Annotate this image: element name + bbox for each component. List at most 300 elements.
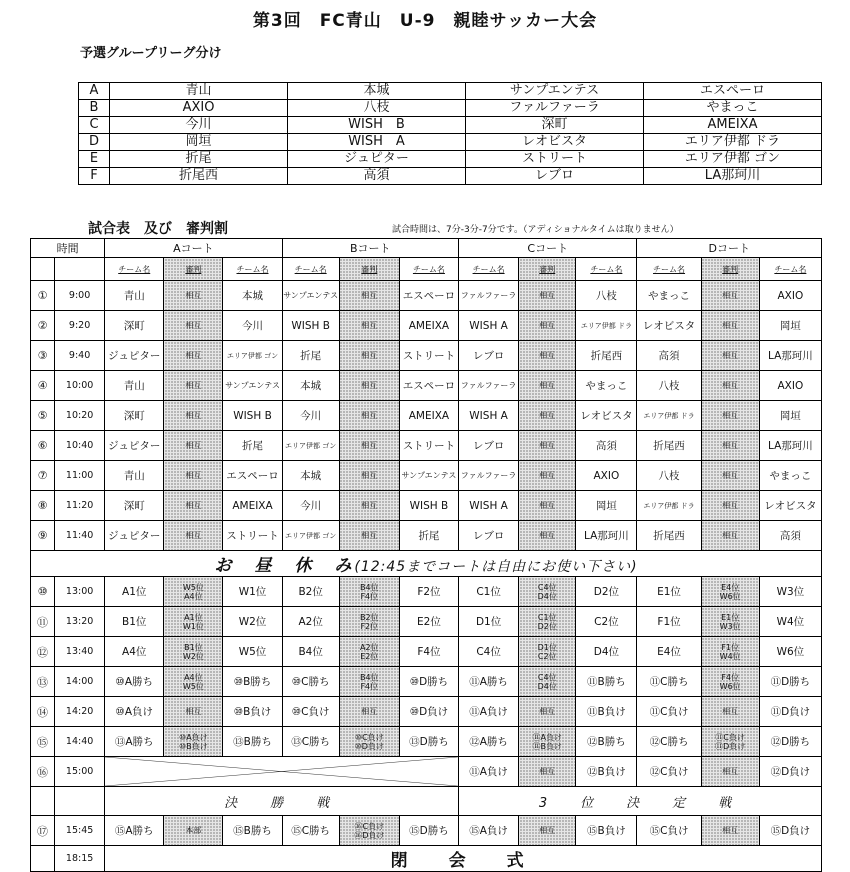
group-team: 本城 xyxy=(288,83,466,100)
team-cell: 八枝 xyxy=(637,371,701,401)
referee-line: B4位 xyxy=(360,672,379,682)
group-team: 今川 xyxy=(110,117,288,134)
referee-cell: 相互 xyxy=(519,401,576,431)
empty-cell xyxy=(31,258,55,281)
group-team: LA那珂川 xyxy=(644,168,822,185)
team-cell: AXIO xyxy=(759,281,821,311)
match-number: ⑮ xyxy=(31,727,55,757)
group-row xyxy=(79,100,822,117)
match-row xyxy=(31,341,822,371)
group-row xyxy=(79,134,822,151)
referee-line: F4位 xyxy=(721,672,740,682)
referee-cell xyxy=(339,577,399,607)
team-col-header: チーム名 xyxy=(399,258,458,281)
match-row xyxy=(31,637,822,667)
referee-cell xyxy=(701,607,759,637)
team-cell: ⑪C負け xyxy=(637,697,701,727)
team-cell: ⑪A勝ち xyxy=(459,667,519,697)
match-row xyxy=(31,371,822,401)
team-cell: A4位 xyxy=(105,637,164,667)
group-team: WISH B xyxy=(288,117,466,134)
team-cell: ⑩B勝ち xyxy=(223,667,282,697)
referee-line: W4位 xyxy=(719,651,741,661)
team-cell: 折尾西 xyxy=(576,341,637,371)
group-label: B xyxy=(79,100,110,117)
referee-cell: 相互 xyxy=(701,697,759,727)
referee-cell xyxy=(701,727,759,757)
group-label: D xyxy=(79,134,110,151)
referee-line: A4位 xyxy=(184,672,203,682)
team-cell: ⑫C勝ち xyxy=(637,727,701,757)
match-time: 9:00 xyxy=(55,281,105,311)
team-cell: 深町 xyxy=(105,311,164,341)
lunch-banner xyxy=(31,551,822,577)
team-cell: ⑫B勝ち xyxy=(576,727,637,757)
referee-line: W2位 xyxy=(182,651,204,661)
team-cell: 今川 xyxy=(282,401,339,431)
referee-line: F4位 xyxy=(360,591,379,601)
team-cell: ジュピター xyxy=(105,341,164,371)
team-cell: WISH A xyxy=(459,401,519,431)
referee-cell xyxy=(339,607,399,637)
team-cell: ⑩A勝ち xyxy=(105,667,164,697)
team-cell: ⑩C負け xyxy=(282,697,339,727)
team-cell: F2位 xyxy=(399,577,458,607)
court-c-header: Cコート xyxy=(459,239,637,258)
final-label: 決 勝 戦 xyxy=(105,787,459,816)
team-cell: W4位 xyxy=(759,607,821,637)
referee-cell: 相互 xyxy=(339,371,399,401)
referee-cell: 相互 xyxy=(339,341,399,371)
match-number: ⑰ xyxy=(31,816,55,846)
third-place-label: 3 位 決 定 戦 xyxy=(459,787,822,816)
team-cell: B1位 xyxy=(105,607,164,637)
match-row xyxy=(31,697,822,727)
referee-line: ⑩B負け xyxy=(179,741,208,751)
referee-cell xyxy=(519,727,576,757)
schedule-heading: 試合表 及び 審判割 xyxy=(88,221,228,237)
unused-courts-cell xyxy=(105,757,459,787)
match-time: 14:40 xyxy=(55,727,105,757)
match-number: ⑧ xyxy=(31,491,55,521)
team-cell: E2位 xyxy=(399,607,458,637)
team-cell: C4位 xyxy=(459,637,519,667)
team-cell: エスペーロ xyxy=(223,461,282,491)
match-time: 9:40 xyxy=(55,341,105,371)
group-team: 折尾西 xyxy=(110,168,288,185)
court-b-header: Bコート xyxy=(282,239,458,258)
referee-cell xyxy=(339,667,399,697)
team-cell: 岡垣 xyxy=(759,401,821,431)
team-cell: ⑩B負け xyxy=(223,697,282,727)
team-cell: ⑫D勝ち xyxy=(759,727,821,757)
team-cell: B4位 xyxy=(282,637,339,667)
team-cell: WISH B xyxy=(282,311,339,341)
match-number: ② xyxy=(31,311,55,341)
team-cell: レオビスタ xyxy=(759,491,821,521)
team-cell: ⑪A負け xyxy=(459,697,519,727)
referee-line: A1位 xyxy=(184,612,203,622)
team-cell: D1位 xyxy=(459,607,519,637)
referee-cell xyxy=(519,607,576,637)
referee-cell: 相互 xyxy=(164,401,223,431)
referee-cell: 相互 xyxy=(519,491,576,521)
schedule-table xyxy=(30,238,822,872)
team-cell: ⑮D負け xyxy=(759,816,821,846)
team-cell: エスペーロ xyxy=(399,281,458,311)
referee-line: W6位 xyxy=(719,681,741,691)
match-row xyxy=(31,461,822,491)
team-cell: 青山 xyxy=(105,281,164,311)
match-row xyxy=(31,727,822,757)
group-row xyxy=(79,117,822,134)
match-row xyxy=(31,577,822,607)
team-col-header: チーム名 xyxy=(576,258,637,281)
team-cell: ⑬C勝ち xyxy=(282,727,339,757)
team-cell: E1位 xyxy=(637,577,701,607)
team-cell: レブロ xyxy=(459,341,519,371)
team-cell: 本城 xyxy=(223,281,282,311)
referee-cell: 相互 xyxy=(164,431,223,461)
team-cell: ⑮C負け xyxy=(637,816,701,846)
match-number: ⑩ xyxy=(31,577,55,607)
referee-cell xyxy=(164,727,223,757)
team-cell: ファルファーラ xyxy=(459,371,519,401)
team-cell: レオビスタ xyxy=(576,401,637,431)
referee-cell xyxy=(339,727,399,757)
referee-cell: 相互 xyxy=(164,697,223,727)
referee-cell: 相互 xyxy=(339,281,399,311)
referee-line: ⑩C負け xyxy=(354,732,384,742)
ref-col-header: 審判 xyxy=(701,258,759,281)
team-cell: F4位 xyxy=(399,637,458,667)
group-row xyxy=(79,151,822,168)
referee-line: F4位 xyxy=(360,681,379,691)
referee-cell: 相互 xyxy=(339,521,399,551)
team-cell: やまっこ xyxy=(576,371,637,401)
court-d-header: Dコート xyxy=(637,239,822,258)
team-cell: 高須 xyxy=(759,521,821,551)
group-team: やまっこ xyxy=(644,100,822,117)
referee-cell: 相互 xyxy=(701,521,759,551)
match-row xyxy=(31,311,822,341)
match-time: 11:40 xyxy=(55,521,105,551)
group-table xyxy=(78,82,822,185)
referee-line: ⑪C負け xyxy=(715,732,745,742)
group-team: 青山 xyxy=(110,83,288,100)
team-col-header: チーム名 xyxy=(759,258,821,281)
court-header-row xyxy=(31,239,822,258)
team-cell: AXIO xyxy=(576,461,637,491)
team-cell: 折尾 xyxy=(223,431,282,461)
match-row xyxy=(31,667,822,697)
team-cell: D2位 xyxy=(576,577,637,607)
referee-cell xyxy=(519,667,576,697)
match-time: 13:20 xyxy=(55,607,105,637)
referee-line: ⑪B負け xyxy=(532,741,562,751)
team-cell: E4位 xyxy=(637,637,701,667)
team-cell: LA那珂川 xyxy=(759,431,821,461)
team-cell: 折尾西 xyxy=(637,521,701,551)
referee-cell: 相互 xyxy=(164,281,223,311)
referee-cell xyxy=(701,577,759,607)
ref-col-header: 審判 xyxy=(339,258,399,281)
court-a-header: Aコート xyxy=(105,239,282,258)
referee-cell xyxy=(519,637,576,667)
referee-line: B1位 xyxy=(184,642,203,652)
team-cell: ⑪D勝ち xyxy=(759,667,821,697)
match-time: 10:40 xyxy=(55,431,105,461)
team-cell: WISH A xyxy=(459,491,519,521)
group-row xyxy=(79,83,822,100)
team-cell: 高須 xyxy=(576,431,637,461)
group-team: AXIO xyxy=(110,100,288,117)
referee-cell: 相互 xyxy=(701,757,759,787)
empty-cell xyxy=(31,787,55,816)
match-time: 14:20 xyxy=(55,697,105,727)
referee-cell: 本部 xyxy=(164,816,223,846)
team-cell: エスペーロ xyxy=(399,371,458,401)
referee-cell xyxy=(164,577,223,607)
referee-cell: 相互 xyxy=(519,281,576,311)
match-time: 13:40 xyxy=(55,637,105,667)
group-label: C xyxy=(79,117,110,134)
group-team: ファルファーラ xyxy=(466,100,644,117)
group-team: 高須 xyxy=(288,168,466,185)
referee-cell: 相互 xyxy=(339,697,399,727)
group-team: エリア伊都 ゴン xyxy=(644,151,822,168)
referee-cell: 相互 xyxy=(519,341,576,371)
team-cell: 折尾西 xyxy=(637,431,701,461)
empty-cell xyxy=(55,787,105,816)
match-number: ⑤ xyxy=(31,401,55,431)
match-number: ⑦ xyxy=(31,461,55,491)
team-cell: 深町 xyxy=(105,491,164,521)
closing-label: 閉 会 式 xyxy=(105,846,822,872)
team-cell: エリア伊都 ゴン xyxy=(282,521,339,551)
team-cell: ⑩D勝ち xyxy=(399,667,458,697)
match-time: 15:00 xyxy=(55,757,105,787)
team-cell: 高須 xyxy=(637,341,701,371)
referee-cell xyxy=(164,667,223,697)
team-cell: AMEIXA xyxy=(223,491,282,521)
match-row xyxy=(31,281,822,311)
team-cell: W3位 xyxy=(759,577,821,607)
referee-cell: 相互 xyxy=(339,431,399,461)
cross-out-mark xyxy=(105,757,458,786)
empty-cell xyxy=(31,846,55,872)
team-cell: WISH B xyxy=(399,491,458,521)
referee-cell: 相互 xyxy=(164,371,223,401)
team-cell: ⑪B勝ち xyxy=(576,667,637,697)
team-cell: 本城 xyxy=(282,461,339,491)
referee-line: W6位 xyxy=(719,591,741,601)
team-cell: ⑮D勝ち xyxy=(399,816,458,846)
team-cell: 折尾 xyxy=(282,341,339,371)
team-cell: 岡垣 xyxy=(759,311,821,341)
match-number: ① xyxy=(31,281,55,311)
referee-cell: 相互 xyxy=(339,461,399,491)
referee-line: D4位 xyxy=(537,681,557,691)
match-number: ⑨ xyxy=(31,521,55,551)
group-team: エスペーロ xyxy=(644,83,822,100)
match-time: 15:45 xyxy=(55,816,105,846)
referee-line: B4位 xyxy=(360,582,379,592)
team-cell: 本城 xyxy=(282,371,339,401)
referee-cell xyxy=(164,637,223,667)
team-cell: W6位 xyxy=(759,637,821,667)
referee-line: E4位 xyxy=(721,582,740,592)
referee-cell: 相互 xyxy=(519,311,576,341)
referee-line: ⑪D負け xyxy=(715,741,746,751)
team-cell: A2位 xyxy=(282,607,339,637)
team-cell: レオビスタ xyxy=(637,311,701,341)
referee-line: E1位 xyxy=(721,612,740,622)
team-cell: エリア伊都 ドラ xyxy=(637,401,701,431)
match-row xyxy=(31,521,822,551)
referee-cell: 相互 xyxy=(339,401,399,431)
referee-line: ⑩D負け xyxy=(354,741,384,751)
referee-line: A4位 xyxy=(184,591,203,601)
group-team: AMEIXA xyxy=(644,117,822,134)
team-cell: ジュピター xyxy=(105,431,164,461)
match-time: 14:00 xyxy=(55,667,105,697)
team-cell: F1位 xyxy=(637,607,701,637)
group-label: A xyxy=(79,83,110,100)
referee-line: D2位 xyxy=(537,621,557,631)
team-cell: ⑫B負け xyxy=(576,757,637,787)
referee-line: F1位 xyxy=(721,642,740,652)
referee-cell: 相互 xyxy=(164,521,223,551)
team-cell: A1位 xyxy=(105,577,164,607)
team-cell: 青山 xyxy=(105,371,164,401)
team-cell: D4位 xyxy=(576,637,637,667)
referee-cell xyxy=(164,607,223,637)
referee-line: W1位 xyxy=(182,621,204,631)
team-cell: 岡垣 xyxy=(576,491,637,521)
referee-cell: 相互 xyxy=(701,401,759,431)
match-number: ⑬ xyxy=(31,667,55,697)
group-team: ジュピター xyxy=(288,151,466,168)
column-header-row xyxy=(31,258,822,281)
group-team: エリア伊都 ドラ xyxy=(644,134,822,151)
team-cell: C2位 xyxy=(576,607,637,637)
referee-line: F2位 xyxy=(360,621,379,631)
team-cell: サンプエンテス xyxy=(282,281,339,311)
referee-cell xyxy=(339,637,399,667)
match-row xyxy=(31,816,822,846)
group-row xyxy=(79,168,822,185)
referee-line: D1位 xyxy=(537,642,557,652)
referee-line: C1位 xyxy=(537,612,557,622)
group-team: サンプエンテス xyxy=(466,83,644,100)
team-cell: サンプエンテス xyxy=(399,461,458,491)
team-cell: ⑬D勝ち xyxy=(399,727,458,757)
referee-cell: 相互 xyxy=(339,311,399,341)
team-cell: 深町 xyxy=(105,401,164,431)
group-team: 深町 xyxy=(466,117,644,134)
match-time: 11:20 xyxy=(55,491,105,521)
team-cell: ⑩D負け xyxy=(399,697,458,727)
match-number: ⑫ xyxy=(31,637,55,667)
team-cell: レブロ xyxy=(459,431,519,461)
team-cell: AXIO xyxy=(759,371,821,401)
team-cell: サンプエンテス xyxy=(223,371,282,401)
referee-cell: 相互 xyxy=(164,491,223,521)
referee-cell: 相互 xyxy=(519,371,576,401)
referee-cell: 相互 xyxy=(701,461,759,491)
team-cell: レブロ xyxy=(459,521,519,551)
team-col-header: チーム名 xyxy=(459,258,519,281)
team-cell: ⑩A負け xyxy=(105,697,164,727)
referee-line: ⑯C負け xyxy=(354,821,385,831)
match-time: 9:20 xyxy=(55,311,105,341)
group-team: 八枝 xyxy=(288,100,466,117)
team-cell: ⑪C勝ち xyxy=(637,667,701,697)
team-cell: AMEIXA xyxy=(399,311,458,341)
match-number: ⑪ xyxy=(31,607,55,637)
team-cell: エリア伊都 ゴン xyxy=(282,431,339,461)
group-team: レブロ xyxy=(466,168,644,185)
group-team: 折尾 xyxy=(110,151,288,168)
group-team: 岡垣 xyxy=(110,134,288,151)
team-cell: 八枝 xyxy=(576,281,637,311)
team-cell: ⑮C勝ち xyxy=(282,816,339,846)
referee-cell: 相互 xyxy=(701,431,759,461)
team-cell: エリア伊都 ドラ xyxy=(576,311,637,341)
referee-cell: 相互 xyxy=(164,341,223,371)
team-cell: W5位 xyxy=(223,637,282,667)
group-heading: 予選グループリーグ分け xyxy=(80,46,222,61)
team-cell: ⑪D負け xyxy=(759,697,821,727)
referee-cell: 相互 xyxy=(701,281,759,311)
match-row xyxy=(31,401,822,431)
team-cell: ⑪B負け xyxy=(576,697,637,727)
referee-line: B2位 xyxy=(360,612,379,622)
team-cell: ファルファーラ xyxy=(459,461,519,491)
referee-cell xyxy=(519,577,576,607)
schedule-note: 試合時間は、7分-3分-7分です。（アディショナルタイムは取りません） xyxy=(392,225,679,235)
team-cell: ⑮B勝ち xyxy=(223,816,282,846)
lunch-note: (12:45までコートは自由にお使い下さい) xyxy=(354,559,638,575)
final-label-row xyxy=(31,787,822,816)
team-col-header: チーム名 xyxy=(105,258,164,281)
match-number: ⑯ xyxy=(31,757,55,787)
team-cell: W1位 xyxy=(223,577,282,607)
team-col-header: チーム名 xyxy=(637,258,701,281)
empty-cell xyxy=(55,258,105,281)
referee-cell xyxy=(701,637,759,667)
referee-cell: 相互 xyxy=(519,521,576,551)
team-cell: ⑪A負け xyxy=(459,757,519,787)
referee-line: A2位 xyxy=(360,642,379,652)
team-cell: 青山 xyxy=(105,461,164,491)
referee-line: E2位 xyxy=(360,651,379,661)
match-time: 11:00 xyxy=(55,461,105,491)
match-row xyxy=(31,491,822,521)
team-col-header: チーム名 xyxy=(282,258,339,281)
referee-line: C4位 xyxy=(537,582,557,592)
referee-cell: 相互 xyxy=(701,311,759,341)
closing-row xyxy=(31,846,822,872)
match-time: 10:20 xyxy=(55,401,105,431)
team-cell: W2位 xyxy=(223,607,282,637)
team-cell: 八枝 xyxy=(637,461,701,491)
referee-line: W5位 xyxy=(182,681,204,691)
referee-cell: 相互 xyxy=(339,491,399,521)
referee-cell xyxy=(339,816,399,846)
group-team: WISH A xyxy=(288,134,466,151)
